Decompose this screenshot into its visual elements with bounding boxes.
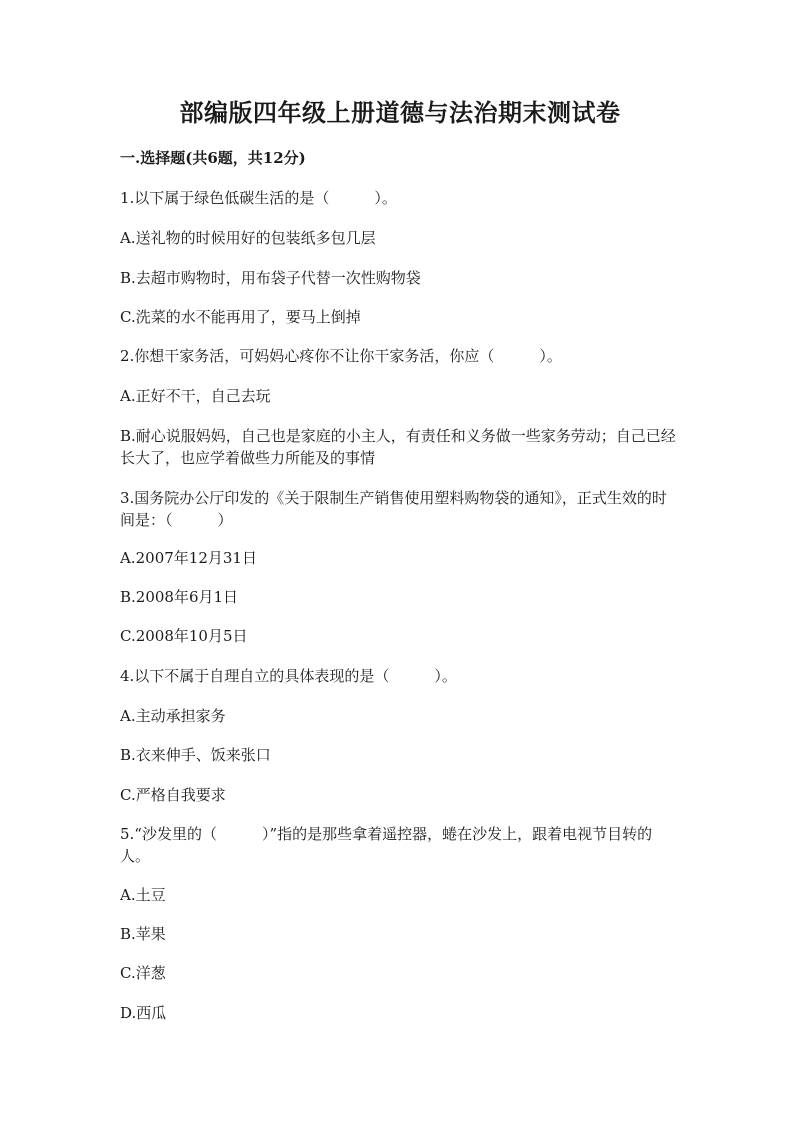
question-4-option-a: A.主动承担家务 <box>120 707 226 725</box>
question-4-option-c: C.严格自我要求 <box>120 786 226 804</box>
question-1-option-c: C.洗菜的水不能再用了，要马上倒掉 <box>120 308 361 326</box>
question-3-option-c: C.2008年10月5日 <box>120 627 248 645</box>
section-heading: 一.选择题(共6题，共12分) <box>120 149 306 167</box>
question-2-option-b: B.耐心说服妈妈，自己也是家庭的小主人，有责任和义务做一些家务劳动；自己已经长大了，也应学着做些力所能及的事情 <box>120 427 676 467</box>
question-4-option-b: B.衣来伸手、饭来张口 <box>120 746 271 764</box>
question-5-option-c: C.洋葱 <box>120 964 166 982</box>
question-3-stem: 3.国务院办公厅印发的《关于限制生产销售使用塑料购物袋的通知》，正式生效的时间是：（ ） <box>120 489 667 529</box>
exam-title: 部编版四年级上册道德与法治期末测试卷 <box>179 98 621 127</box>
question-1-stem: 1.以下属于绿色低碳生活的是（ ）。 <box>120 189 397 207</box>
question-5-option-d: D.西瓜 <box>120 1004 167 1022</box>
question-1-option-b: B.去超市购物时，用布袋子代替一次性购物袋 <box>120 269 421 287</box>
question-2-stem: 2.你想干家务活，可妈妈心疼你不让你干家务活，你应（ ）。 <box>120 347 562 365</box>
question-5-option-b: B.苹果 <box>120 925 166 943</box>
question-3-option-a: A.2007年12月31日 <box>120 549 257 567</box>
question-3-option-b: B.2008年6月1日 <box>120 588 239 606</box>
question-5-option-a: A.土豆 <box>120 886 166 904</box>
question-5-stem: 5.“沙发里的（ ）”指的是那些拿着遥控器，蜷在沙发上，跟着电视节目转的人。 <box>120 825 653 865</box>
question-1-option-a: A.送礼物的时候用好的包装纸多包几层 <box>120 229 376 247</box>
question-4-stem: 4.以下不属于自理自立的具体表现的是（ ）。 <box>120 667 457 685</box>
question-2-option-a: A.正好不干，自己去玩 <box>120 387 271 405</box>
